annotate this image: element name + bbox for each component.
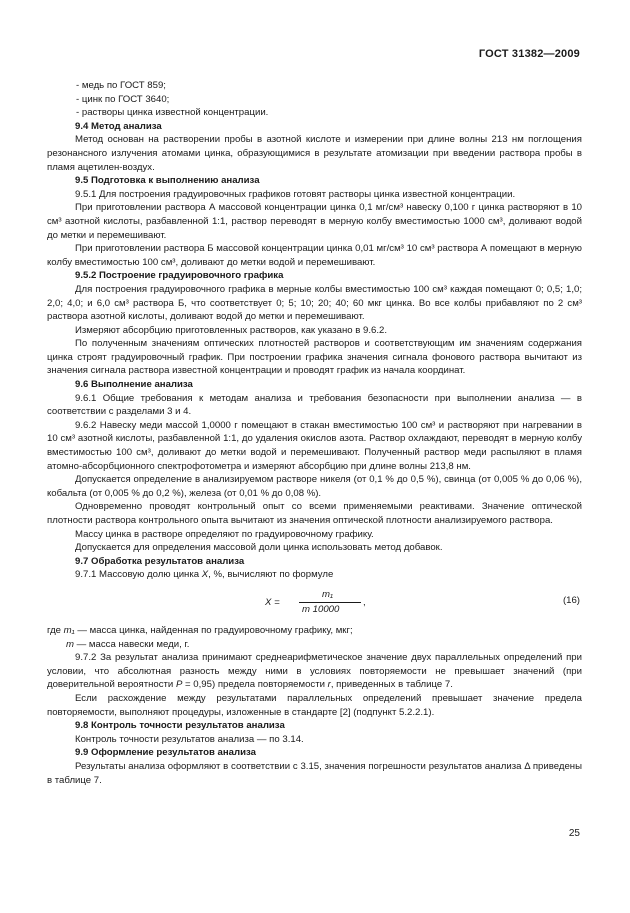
list-item: - цинк по ГОСТ 3640; [76, 93, 170, 105]
variable: X [201, 569, 209, 581]
document-header: ГОСТ 31382—2009 [478, 48, 580, 60]
text-fragment: , приведенных в таблице 7. [330, 679, 453, 691]
formula-comma: , [363, 596, 366, 608]
variable: m₁ [63, 624, 75, 636]
text-fragment: 9.7.1 Массовую долю цинка [75, 569, 202, 581]
formula-number: (16) [562, 594, 580, 606]
formula-lhs: X = [265, 596, 280, 608]
text-fragment: 9.7.2 За результат анализа принимают среднеарифметическое значение двух параллельных определений при условии, что абсолютная разность между ними в условиях повторяемости не превышает значений (при доверительной вероятности [47, 652, 582, 691]
list-item: - медь по ГОСТ 859; [76, 80, 166, 91]
paragraph: Одновременно проводят контрольный опыт со всеми применяемыми реактивами. Значение оптической плотности раствора контрольного опыта вычитают из значения оптической плотности анализируемого раствора. [47, 501, 582, 526]
paragraph: Метод основан на растворении пробы в азотной кислоте и измерении при длине волны 213 нм поглощения резонансного излучения атомами цинка, образующимися в результате атомизации при введении раствора пробы в пламя ацетилен-воздух. [47, 134, 582, 173]
variable: r [327, 679, 331, 691]
paragraph: По полученным значениям оптических плотностей растворов и соответствующим им значениям содержания цинка строят градуировочный график. При построении графика значения сигнала фонового раствора вычитают из значения сигнала раствора известной концентрации и проводят график из начала координат. [47, 338, 582, 377]
section-heading-9-5-2: 9.5.2 Построение градуировочного графика [75, 270, 284, 282]
paragraph: Допускается определение в анализируемом растворе никеля (от 0,1 % до 0,5 %), свинца (от 0,005 % до 0,06 %), кобальта (от 0,005 % до 0,2 %), железа (от 0,01 % до 0,08 %). [47, 474, 582, 499]
paragraph: Для построения градуировочного графика в мерные колбы вместимостью 100 см³ каждая помещают 0; 0,5; 1,0; 2,0; 4,0; и 6,0 см³ раствора Б, что соответствует 0; 5; 10; 20; 40; 60 мкг цинка. Во все колбы прибавляют по 2 см³ раствора азотной кислоты, доливают водой до метки и перемешивают. [47, 283, 582, 323]
formula [47, 586, 582, 622]
paragraph: При приготовлении раствора А массовой концентрации цинка 0,1 мг/см³ навеску 0,100 г цинка растворяют в 10 см³ азотной кислоты, разбавленной 1:1, раствор переводят в мерную колбу вместимостью 1000 см³, доливают водой до метки и перемешивают. [47, 202, 582, 241]
variable: m [66, 638, 74, 650]
text-fragment: , %, вычисляют по формуле [208, 569, 334, 581]
formula-numerator: m₁ [322, 588, 334, 600]
list-item: - растворы цинка известной концентрации. [76, 107, 269, 119]
text-fragment: — масса цинка, найденная по градуировочному графику, мкг; [74, 624, 353, 636]
paragraph: Контроль точности результатов анализа — по 3.14. [75, 733, 304, 745]
paragraph: 9.6.1 Общие требования к методам анализа и требования безопасности при выполнении анализа — в соответствии с разделами 3 и 4. [47, 392, 582, 418]
formula-denominator: m 10000 [302, 603, 340, 615]
definition-line [47, 624, 582, 638]
paragraph: Допускается для определения массовой доли цинка использовать метод добавок. [75, 542, 443, 554]
section-heading-9-7: 9.7 Обработка результатов анализа [75, 555, 245, 567]
section-heading-9-5: 9.5 Подготовка к выполнению анализа [75, 175, 260, 187]
paragraph: Результаты анализа оформляют в соответствии с 3.15, значения погрешности результатов анализа Δ приведены в таблице 7. [47, 760, 582, 786]
paragraph [47, 568, 582, 582]
paragraph [47, 651, 582, 692]
variable: P [175, 679, 183, 691]
paragraph: 9.6.2 Навеску меди массой 1,0000 г помещают в стакан вместимостью 100 см³ и растворяют при нагревании в 10 см³ азотной кислоты, разбавленной 1:1, до удаления окислов азота. Раствор охлаждают, переводят в мерную колбу вместимостью 100 см³, доливают до метки водой и перемешивают. Полученный раствор меди распыляют в пламя атомно-абсорбционного спектрофотометра и измеряют абсорбцию при длине волны 213,8 нм. [47, 419, 582, 472]
paragraph: Измеряют абсорбцию приготовленных растворов, как указано в 9.6.2. [75, 324, 388, 336]
section-heading-9-4: 9.4 Метод анализа [75, 120, 162, 132]
text-fragment: = 0,95) предела повторяемости [182, 679, 328, 691]
definition-line [47, 638, 582, 652]
paragraph: При приготовлении раствора Б массовой концентрации цинка 0,01 мг/см³ 10 см³ раствора А помещают в мерную колбу вместимостью 100 см³, доливают до метки водой и перемешивают. [47, 243, 582, 268]
section-heading-9-9: 9.9 Оформление результатов анализа [75, 747, 256, 759]
page-number: 25 [568, 828, 580, 839]
section-heading-9-6: 9.6 Выполнение анализа [75, 379, 193, 391]
paragraph: Если расхождение между результатами параллельных определений превышает значение предела повторяемости, выполняют процедуры, изложенные в стандарте [2] (подпункт 5.2.2.1). [47, 692, 582, 718]
text-fragment: где [47, 624, 64, 636]
text-fragment: — масса навески меди, г. [74, 638, 190, 650]
document-body [47, 79, 582, 787]
section-heading-9-8: 9.8 Контроль точности результатов анализа [75, 720, 285, 732]
paragraph: Массу цинка в растворе определяют по градуировочному графику. [75, 528, 374, 540]
paragraph: 9.5.1 Для построения градуировочных графиков готовят растворы цинка известной концентрации. [75, 188, 516, 200]
